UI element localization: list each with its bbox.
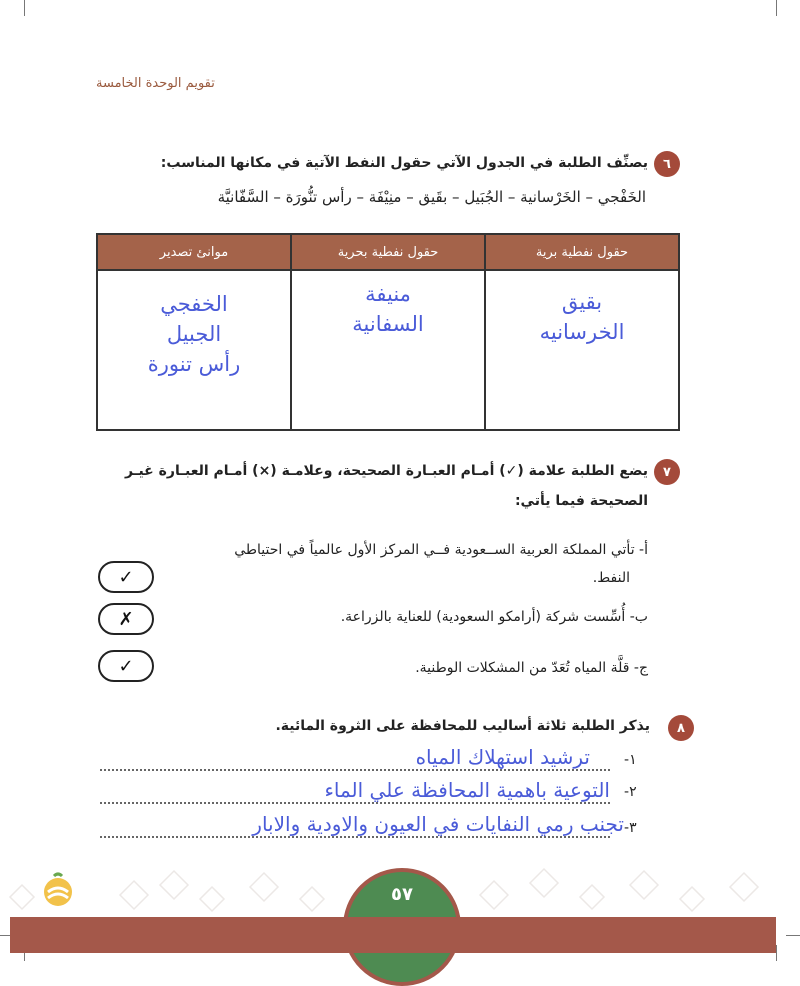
question-6-prompt: يصنِّف الطلبة في الجدول الآتي حقول النفط الآتية في مكانها المناسب: xyxy=(160,155,648,171)
answer-mark-check[interactable]: ✓ xyxy=(98,561,154,593)
answer-text: الخرسانيه xyxy=(539,320,625,344)
statement-a-line1: أ- تأتي المملكة العربية الســعودية فــي المركز الأول عالمياً في احتياطي xyxy=(234,542,648,558)
handwritten-answer: التوعية باهمية المحافظة علي الماء xyxy=(324,778,610,802)
footer-bar xyxy=(10,917,776,953)
question-8-prompt: يذكر الطلبة ثلاثة أساليب للمحافظة على الثروة المائية. xyxy=(275,718,650,734)
answer-text: الخفجي xyxy=(160,292,228,316)
land-fields-cell xyxy=(485,270,679,430)
column-header-sea: حقول نفطية بحرية xyxy=(291,234,485,270)
handwritten-answer: تجنب رمي النفايات في العيون والاودية والابار xyxy=(252,812,624,836)
question-number-badge: ٦ xyxy=(654,151,680,177)
question-number-badge: ٨ xyxy=(668,715,694,741)
handwritten-answer: ترشيد استهلاك المياه xyxy=(415,745,590,769)
answer-index: ٢- xyxy=(624,784,637,800)
answer-mark-check[interactable]: ✓ xyxy=(98,650,154,682)
page-header-title: تقويم الوحدة الخامسة xyxy=(96,76,215,91)
answer-text: الجبيل xyxy=(166,322,222,346)
question-number-badge: ٧ xyxy=(654,459,680,485)
crop-mark xyxy=(24,0,25,16)
question-6-terms: الخَفْجي – الخَرْسانية – الجُبَيل – بقَيق – منِيْفَة – رأس تنُّورَة – السَّفّانيَّة xyxy=(217,188,646,206)
sea-fields-cell xyxy=(291,270,485,430)
statement-b: ب- أُسِّست شركة (أرامكو السعودية) للعناية بالزراعة. xyxy=(340,609,648,625)
statement-a-line2: النفط. xyxy=(592,570,630,586)
publisher-logo-icon xyxy=(40,870,76,910)
statement-a xyxy=(180,536,648,592)
column-header-land: حقول نفطية برية xyxy=(485,234,679,270)
answer-index: ٣- xyxy=(624,820,637,836)
answer-line[interactable] xyxy=(100,802,624,838)
ports-cell xyxy=(97,270,291,430)
answer-text: منيفة xyxy=(365,282,411,306)
column-header-ports: موانئ تصدير xyxy=(97,234,291,270)
crop-mark xyxy=(776,945,777,961)
statement-c: ج- قلَّة المياه تُعَدّ من المشكلات الوطنية. xyxy=(415,660,648,676)
page-number: ٥٧ xyxy=(391,884,413,905)
answer-line[interactable] xyxy=(100,768,610,804)
answer-index: ١- xyxy=(624,752,637,768)
question-7-prompt-line2: الصحيحة فيما يأتي: xyxy=(514,493,648,509)
answer-text: السفانية xyxy=(352,312,424,336)
question-7-prompt-line1: يضع الطلبة علامة (✓) أمـام العبـارة الصحيحة، وعلامـة (×) أمـام العبـارة غيـر xyxy=(124,463,648,479)
crop-mark xyxy=(786,935,800,936)
answer-mark-cross[interactable]: ✗ xyxy=(98,603,154,635)
crop-mark xyxy=(776,0,777,16)
answer-text: بقيق xyxy=(561,290,603,314)
oil-fields-table xyxy=(96,233,680,431)
answer-line[interactable] xyxy=(100,735,610,771)
answer-text: رأس تنورة xyxy=(147,352,241,376)
